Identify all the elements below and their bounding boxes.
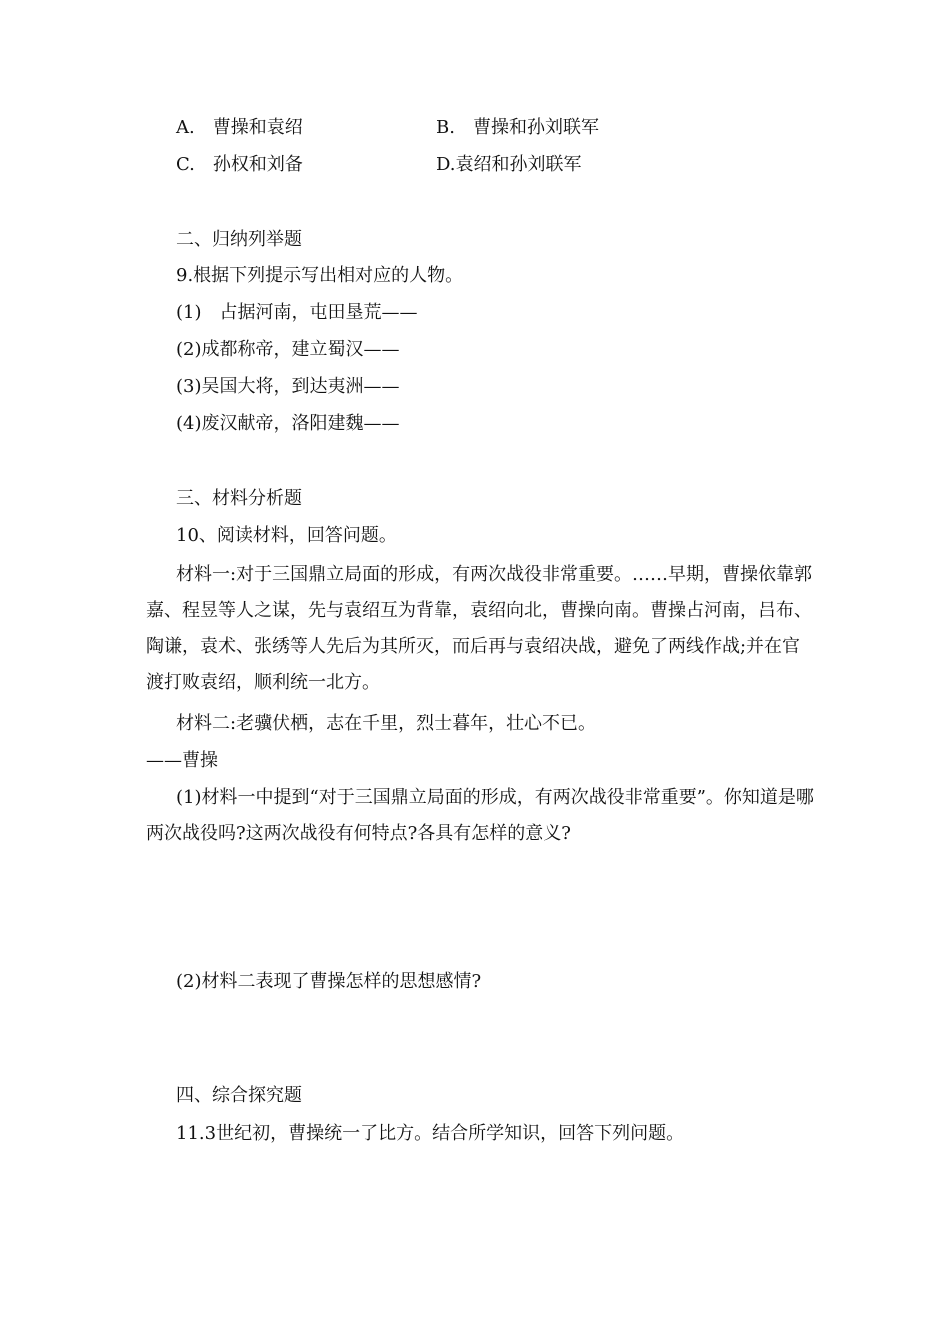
question-9: 9.根据下列提示写出相对应的人物。 xyxy=(176,265,464,286)
material-1-text: 材料一:对于三国鼎立局面的形成，有两次战役非常重要。……早期，曹操依靠郭嘉、程昱等人之谋，先与袁绍互为背靠，袁绍向北，曹操向南。曹操占河南，吕布、陶谦，袁术、张绣等人先后为其所灭，而后再与袁绍决战，避免了两线作战;并在官渡打败袁绍，顺利统一北方。 xyxy=(146,564,813,693)
q9-item-4: (4)废汉献帝，洛阳建魏—— xyxy=(176,413,400,434)
material-2-attribution: ——曹操 xyxy=(146,750,218,771)
q9-item-1: (1) 占据河南，屯田垦荒—— xyxy=(176,302,418,323)
section-3-heading: 三、材料分析题 xyxy=(176,488,302,509)
section-2-heading: 二、归纳列举题 xyxy=(176,229,302,250)
question-10: 10、阅读材料，回答问题。 xyxy=(176,525,397,546)
q9-item-2: (2)成都称帝，建立蜀汉—— xyxy=(176,339,400,360)
material-1-paragraph xyxy=(146,557,814,701)
option-d: D.袁绍和孙刘联军 xyxy=(436,154,582,175)
sub-question-1-paragraph xyxy=(146,780,814,852)
question-11: 11.3世纪初，曹操统一了比方。结合所学知识，回答下列问题。 xyxy=(176,1123,685,1144)
sub-question-2: (2)材料二表现了曹操怎样的思想感情? xyxy=(176,971,482,992)
material-2: 材料二:老骥伏栖，志在千里，烈士暮年，壮心不已。 xyxy=(176,713,597,734)
option-a: A. 曹操和袁绍 xyxy=(176,117,303,138)
section-4-heading: 四、综合探究题 xyxy=(176,1085,302,1106)
option-c: C. 孙权和刘备 xyxy=(176,154,303,175)
option-b: B. 曹操和孙刘联军 xyxy=(436,117,599,138)
sub-question-1-text: (1)材料一中提到“对于三国鼎立局面的形成，有两次战役非常重要”。你知道是哪两次战役吗?这两次战役有何特点?各具有怎样的意义? xyxy=(146,787,814,844)
q9-item-3: (3)吴国大将，到达夷洲—— xyxy=(176,376,400,397)
